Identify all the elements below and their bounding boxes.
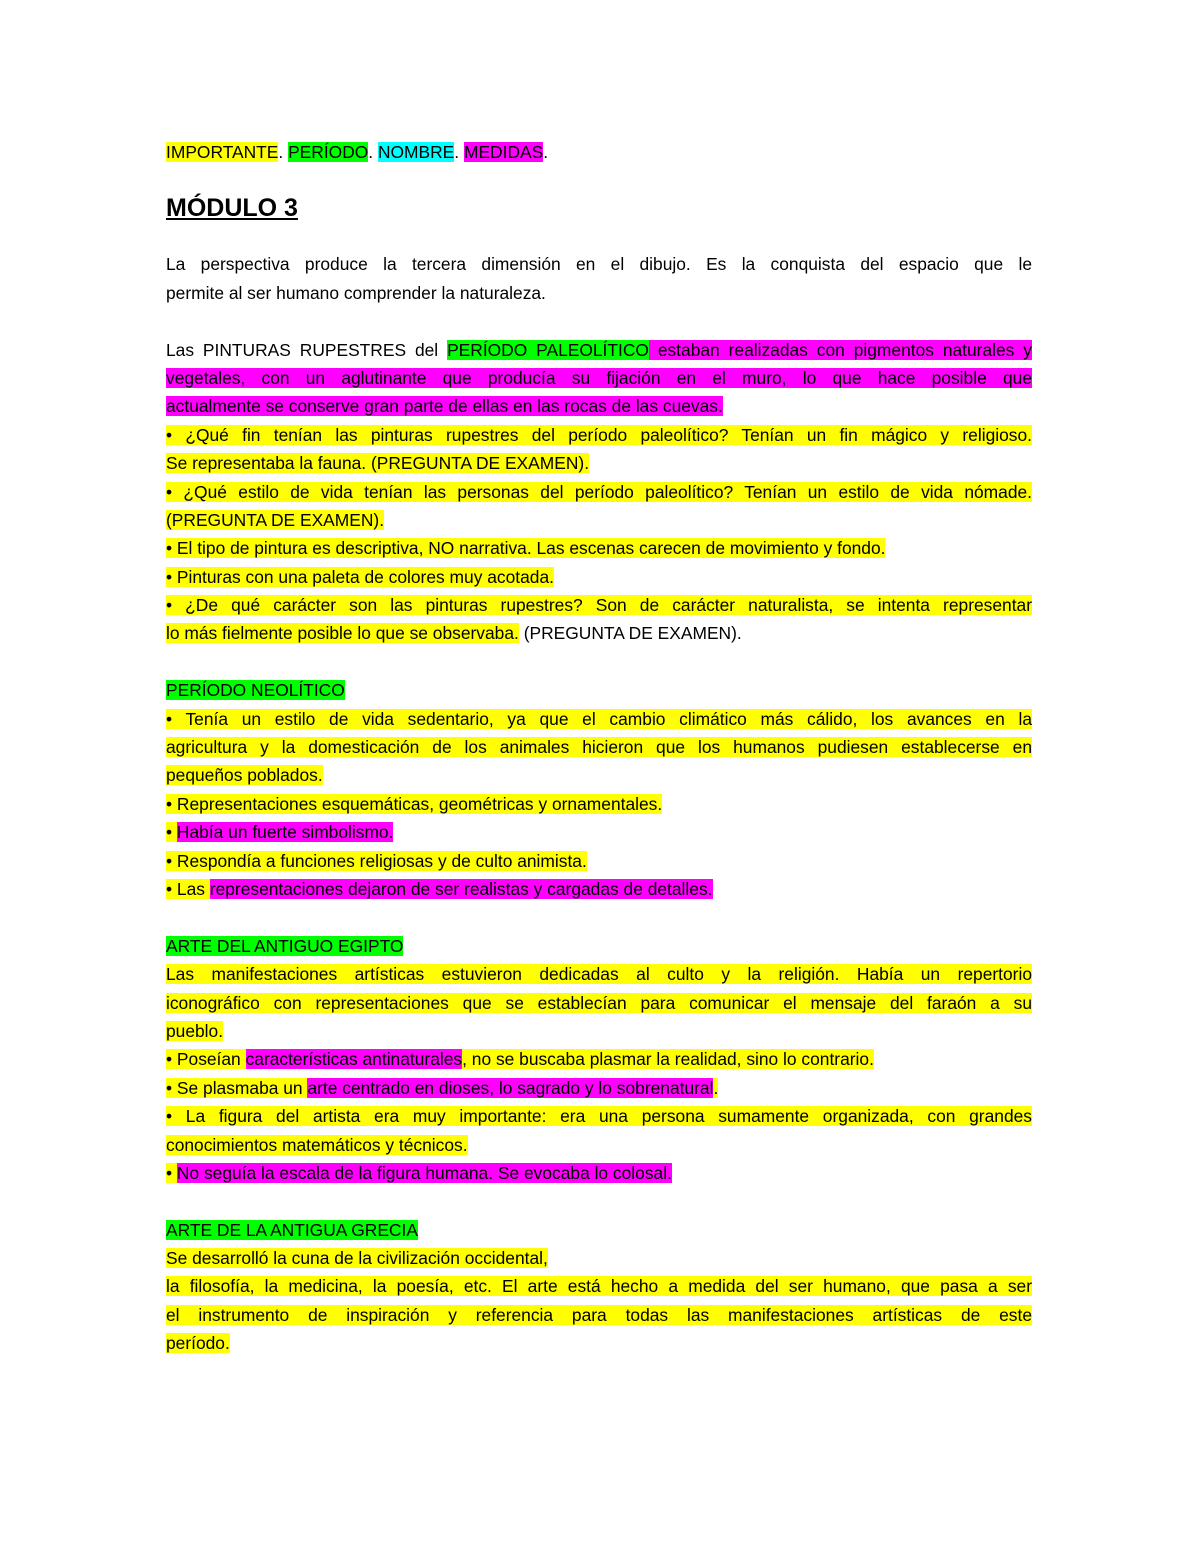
color-legend: IMPORTANTE. PERÍODO. NOMBRE. MEDIDAS. — [166, 142, 549, 162]
page-title: MÓDULO 3 — [166, 194, 298, 223]
greece-paragraph-line-2: la filosofía, la medicina, la poesía, etc. El arte está hecho a medida del ser humano, que pasa a ser — [166, 1276, 1032, 1297]
greece-heading: ARTE DE LA ANTIGUA GRECIA — [166, 1219, 418, 1240]
neo-heading: PERÍODO NEOLÍTICO — [166, 680, 345, 701]
egypt-bullet-4: • No seguía la escala de la figura humana. Se evocaba lo colosal. — [166, 1162, 672, 1183]
paleo-bullet-4: • Pinturas con una paleta de colores muy acotada. — [166, 566, 554, 587]
egypt-paragraph-line-2: iconográfico con representaciones que se establecían para comunicar el mensaje del faraón a su — [166, 992, 1032, 1013]
paleo-paragraph-line-2: vegetales, con un aglutinante que producía su fijación en el muro, lo que hace posible que — [166, 367, 1032, 388]
neo-bullet-4: • Respondía a funciones religiosas y de culto animista. — [166, 850, 587, 871]
neo-bullet-1-end: pequeños poblados. — [166, 765, 323, 786]
paleo-paragraph-line-1: Las PINTURAS RUPESTRES del PERÍODO PALEOLÍTICO estaban realizadas con pigmentos naturales y — [166, 339, 1032, 360]
egypt-paragraph-line-1: Las manifestaciones artísticas estuvieron dedicadas al culto y la religión. Había un repertorio — [166, 964, 1032, 985]
greece-paragraph-line-4: período. — [166, 1333, 230, 1354]
egypt-bullet-3: • La figura del artista era muy importante: era una persona sumamente organizada, con grandes — [166, 1106, 1032, 1127]
egypt-bullet-2: • Se plasmaba un arte centrado en dioses, lo sagrado y lo sobrenatural. — [166, 1077, 719, 1098]
greece-paragraph-line-1: Se desarrolló la cuna de la civilización occidental, — [166, 1248, 548, 1269]
intro-line-2: permite al ser humano comprender la naturaleza. — [166, 282, 546, 303]
neo-bullet-3: • Había un fuerte simbolismo. — [166, 822, 394, 843]
paleo-bullet-2-cont: (PREGUNTA DE EXAMEN). — [166, 509, 385, 530]
greece-paragraph-line-3: el instrumento de inspiración y referencia para todas las manifestaciones artísticas de este — [166, 1304, 1032, 1325]
paleo-period-highlight: PERÍODO PALEOLÍTICO — [447, 339, 649, 360]
egypt-bullet-1: • Poseían características antinaturales, no se buscaba plasmar la realidad, sino lo contrario. — [166, 1049, 874, 1070]
paleo-bullet-1: • ¿Qué fin tenían las pinturas rupestres del período paleolítico? Tenían un fin mágico y religioso. — [166, 424, 1032, 445]
paleo-bullet-1-cont: Se representaba la fauna. (PREGUNTA DE EXAMEN). — [166, 453, 590, 474]
legend-period: PERÍODO — [288, 142, 369, 162]
egypt-bullet-3-cont: conocimientos matemáticos y técnicos. — [166, 1134, 468, 1155]
neo-bullet-5: • Las representaciones dejaron de ser realistas y cargadas de detalles. — [166, 878, 713, 899]
paleo-bullet-3: • El tipo de pintura es descriptiva, NO narrativa. Las escenas carecen de movimiento y fondo. — [166, 538, 886, 559]
intro-line-1: La perspectiva produce la tercera dimensión en el dibujo. Es la conquista del espacio que le — [166, 254, 1032, 275]
egypt-heading: ARTE DEL ANTIGUO EGIPTO — [166, 935, 404, 956]
paleo-bullet-2: • ¿Qué estilo de vida tenían las personas del período paleolítico? Tenían un estilo de vida nómade. — [166, 481, 1032, 502]
legend-important: IMPORTANTE — [166, 142, 279, 162]
neo-bullet-1: • Tenía un estilo de vida sedentario, ya que el cambio climático más cálido, los avances en la — [166, 708, 1032, 729]
paleo-bullet-5-cont: lo más fielmente posible lo que se observaba. (PREGUNTA DE EXAMEN). — [166, 623, 742, 644]
legend-name: NOMBRE — [377, 142, 455, 162]
neo-bullet-2: • Representaciones esquemáticas, geométricas y ornamentales. — [166, 793, 663, 814]
paleo-paragraph-line-3: actualmente se conserve gran parte de ellas en las rocas de las cuevas. — [166, 396, 723, 417]
egypt-paragraph-line-3: pueblo. — [166, 1020, 224, 1041]
document-body — [166, 138, 1032, 1358]
neo-bullet-1-cont: agricultura y la domesticación de los animales hicieron que los humanos pudiesen establecerse en — [166, 737, 1032, 758]
legend-measures: MEDIDAS — [463, 142, 544, 162]
paleo-bullet-5: • ¿De qué carácter son las pinturas rupestres? Son de carácter naturalista, se intenta representar — [166, 595, 1032, 616]
